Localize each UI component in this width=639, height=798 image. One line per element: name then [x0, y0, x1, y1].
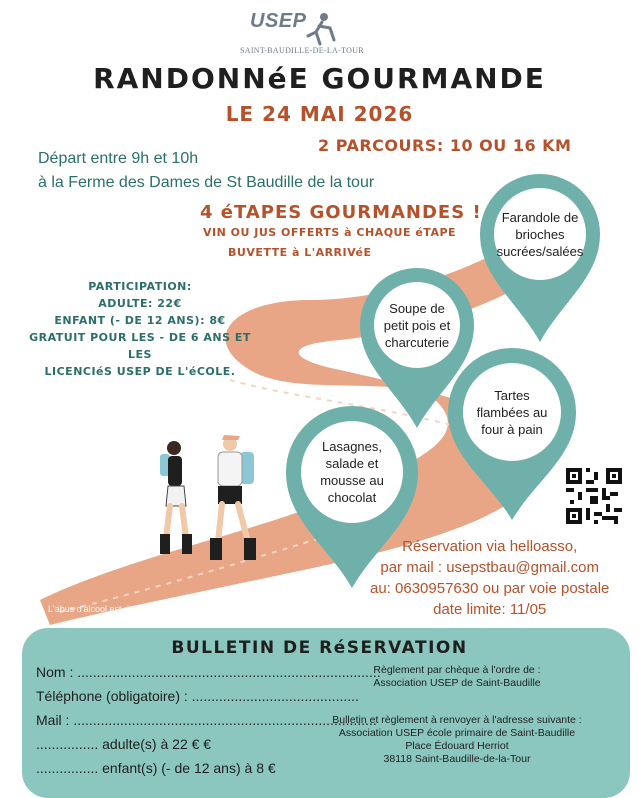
mail-field[interactable]: Mail : .............................................................................. [36, 712, 377, 728]
participation-block [20, 278, 260, 380]
child-count-field[interactable]: ................ enfant(s) (- de 12 ans) à 8 € [36, 760, 276, 776]
reservation-mail[interactable]: par mail : usepstbau@gmail.com [380, 559, 600, 576]
reservation-deadline: date limite: 11/05 [433, 601, 547, 618]
parcours-info: 2 PARCOURS: 10 OU 16 KM [318, 136, 572, 155]
pin-1-text: Farandole de brioches sucrées/salées [496, 209, 584, 259]
booking-form-title: BULLETIN DE RéSERVATION [171, 638, 468, 658]
participation-heading: PARTICIPATION: [88, 280, 192, 293]
hiker-woman [160, 441, 192, 554]
etapes-drinks: VIN OU JUS OFFERTS à CHAQUE éTAPE [203, 226, 457, 239]
etapes-buvette: BUVETTE à L'ARRIVéE [228, 246, 372, 259]
alcohol-warning: L'abus d'alcool est dangereux pour la santé, à consommer avec modération. [48, 604, 353, 614]
usep-logo [240, 10, 364, 60]
qr-code[interactable] [566, 468, 622, 524]
pin-3-text: Tartes flambées au four à pain [476, 387, 548, 437]
payment-info: Règlement par chèque à l'ordre de : Association USEP de Saint-Baudille [373, 664, 541, 689]
logo-name: USEP [250, 10, 307, 32]
hiker-man [210, 435, 256, 560]
reservation-helloasso: Réservation via helloasso, [402, 538, 578, 555]
page-title: RANDONNéE GOURMANDE [93, 62, 546, 95]
hikers-illustration [148, 430, 278, 578]
depart-time: Départ entre 9h et 10h [38, 150, 199, 167]
participation-adult: ADULTE: 22€ [98, 297, 182, 310]
reservation-info [370, 536, 609, 620]
phone-field[interactable]: Téléphone (obligatoire) : ........................................... [36, 688, 359, 704]
name-field[interactable]: Nom : .............................................................................. [36, 664, 381, 680]
logo-subtitle: SAINT-BAUDILLE-DE-LA-TOUR [240, 46, 364, 55]
etapes-title: 4 éTAPES GOURMANDES ! [200, 202, 482, 223]
pin-4-text: Lasagnes, salade et mousse au chocolat [320, 439, 384, 505]
participation-licensed: LICENCIéS USEP DE L'éCOLE. [44, 365, 236, 378]
pin-2-text: Soupe de petit pois et charcuterie [383, 300, 451, 350]
postal-address: Bulletin et règlement à renvoyer à l'adresse suivante : Association USEP école primaire de Saint-Baudille Place Édouard Herriot 38118 Saint-Baudille-de-la-Tour [332, 714, 582, 765]
runner-icon [302, 12, 338, 46]
participation-child: ENFANT (- DE 12 ANS): 8€ [54, 314, 226, 327]
reservation-phone: au: 0630957630 ou par voie postale [370, 580, 610, 597]
depart-place: à la Ferme des Dames de St Baudille de la tour [38, 174, 375, 191]
participation-free: GRATUIT POUR LES - DE 6 ANS ET LES [29, 331, 251, 361]
adult-count-field[interactable]: ................ adulte(s) à 22 € € [36, 736, 212, 752]
event-date: LE 24 MAI 2026 [225, 102, 414, 126]
